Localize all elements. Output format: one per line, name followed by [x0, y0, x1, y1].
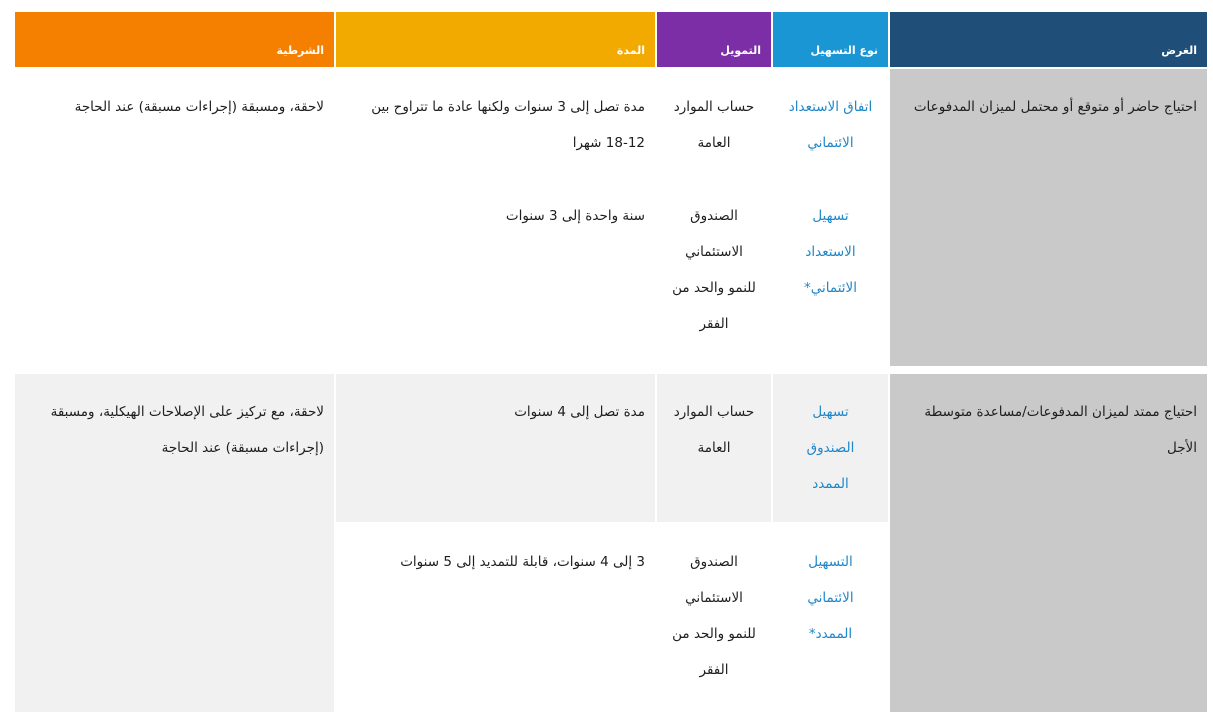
- header-facility-type: نوع التسهيل: [773, 12, 888, 67]
- row2-conditionality: لاحقة، مع تركيز على الإصلاحات الهيكلية، ومسبقة (إجراءات مسبقة) عند الحاجة: [15, 374, 334, 712]
- row2-duration-ecf: 3 إلى 4 سنوات، قابلة للتمديد إلى 5 سنوات: [400, 554, 645, 570]
- row1-facility-sba[interactable]: اتفاق الاستعداد الائتماني: [788, 99, 873, 151]
- header-duration: المدة: [336, 12, 655, 67]
- row2-duration-eff: مدة تصل إلى 4 سنوات: [336, 374, 655, 522]
- row1-conditionality: لاحقة، ومسبقة (إجراءات مسبقة) عند الحاجة: [74, 99, 324, 115]
- row2-facility-eff[interactable]: تسهيل الصندوق الممدد: [773, 374, 888, 522]
- header-purpose: الغرض: [890, 12, 1207, 67]
- header-conditionality: الشرطية: [15, 12, 334, 67]
- row2-facility-ecf[interactable]: التسهيل الائتماني الممدد*: [807, 554, 854, 642]
- row1-facility-scf[interactable]: تسهيل الاستعداد الائتماني*: [804, 208, 857, 296]
- row2-purpose: احتياج ممتد لميزان المدفوعات/مساعدة متوسطة الأجل: [890, 374, 1207, 712]
- row1-financing-prgt: الصندوق الاستئماني للنمو والحد من الفقر: [672, 208, 756, 332]
- row2-financing-gra: حساب الموارد العامة: [657, 374, 771, 522]
- row2-financing-prgt: الصندوق الاستئماني للنمو والحد من الفقر: [672, 554, 756, 678]
- row1-duration-sba: مدة تصل إلى 3 سنوات ولكنها عادة ما تتراوح بين 12-18 شهرا: [371, 99, 645, 151]
- row1-financing-gra: حساب الموارد العامة: [673, 99, 755, 151]
- header-financing: التمويل: [657, 12, 771, 67]
- row1-duration-scf: سنة واحدة إلى 3 سنوات: [505, 208, 645, 224]
- row1-purpose: احتياج حاضر أو متوقع أو محتمل لميزان المدفوعات: [890, 69, 1207, 366]
